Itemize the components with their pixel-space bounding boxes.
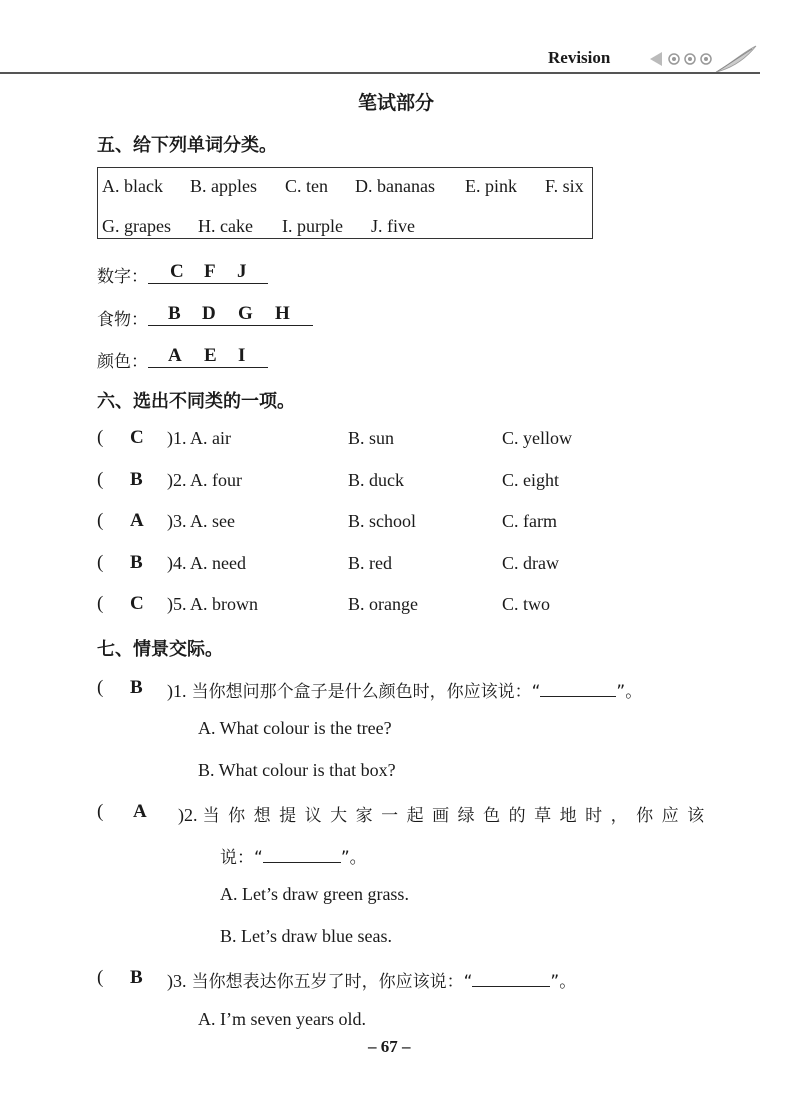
option-b: B. sun [348, 428, 395, 448]
category-label-colors: 颜色： [97, 352, 148, 372]
open-paren: ( [97, 510, 104, 531]
option-a: )2. A. four [167, 470, 242, 490]
prompt-text-cont: 说：“ [220, 848, 263, 868]
option-c: C. eight [502, 470, 559, 490]
option-a: )4. A. need [167, 553, 246, 573]
open-paren: ( [97, 967, 104, 988]
answer-letter: A [133, 801, 147, 822]
category-label-numbers: 数字： [97, 267, 148, 287]
word-item: C. ten [285, 176, 328, 196]
word-item: H. cake [198, 216, 253, 236]
answer-blank [472, 968, 550, 987]
answer-letter: C [130, 427, 144, 448]
category-answer: G [238, 303, 253, 324]
option-b: B. Let’s draw blue seas. [220, 926, 392, 946]
open-paren: ( [97, 593, 104, 614]
prompt-end: ”。 [616, 682, 643, 702]
item-number: )2. [178, 805, 198, 825]
option-a: )5. A. brown [167, 594, 258, 614]
option-a: A. Let’s draw green grass. [220, 884, 409, 904]
q6-heading: 六、选出不同类的一项。 [97, 391, 295, 412]
q7-item-2-prompt-cont [220, 843, 367, 868]
option-a: )1. A. air [167, 428, 231, 448]
answer-blank [263, 844, 341, 863]
answer-letter: B [130, 967, 143, 988]
q5-heading: 五、给下列单词分类。 [97, 135, 277, 156]
word-item: J. five [371, 216, 415, 236]
category-answer: J [237, 261, 247, 282]
category-answer: A [168, 345, 182, 366]
option-c: C. draw [502, 553, 559, 573]
word-bank-box [97, 167, 593, 239]
section-title: 笔试部分 [358, 92, 435, 114]
word-item: E. pink [465, 176, 517, 196]
item-number: )3. [167, 971, 187, 991]
q7-heading: 七、情景交际。 [97, 639, 223, 660]
category-answer: D [202, 303, 216, 324]
feather-decoration-icon [648, 44, 758, 74]
prompt-end: ”。 [550, 972, 577, 992]
open-paren: ( [97, 427, 104, 448]
word-item: D. bananas [355, 176, 435, 196]
open-paren: ( [97, 677, 104, 698]
prompt-text: 当你想表达你五岁了时，你应该说：“ [191, 972, 473, 992]
open-paren: ( [97, 552, 104, 573]
option-a: A. What colour is the tree? [198, 718, 392, 738]
word-item: A. black [102, 176, 163, 196]
option-c: C. two [502, 594, 551, 614]
word-item: G. grapes [102, 216, 171, 236]
option-a: )3. A. see [167, 511, 235, 531]
q7-item-2-prompt [178, 801, 713, 826]
option-b: B. school [348, 511, 417, 531]
option-b: B. orange [348, 594, 418, 614]
word-item: I. purple [282, 216, 343, 236]
option-b: B. What colour is that box? [198, 760, 396, 780]
category-answer: F [204, 261, 216, 282]
answer-letter: B [130, 677, 143, 698]
page-number: – 67 – [368, 1037, 411, 1056]
word-item: F. six [545, 176, 584, 196]
prompt-text: 当你想问那个盒子是什么颜色时，你应该说：“ [191, 682, 541, 702]
open-paren: ( [97, 469, 104, 490]
answer-line [148, 325, 313, 326]
prompt-text: 当你想提议大家一起画绿色的草地时，你应该 [202, 806, 713, 826]
option-b: B. red [348, 553, 392, 573]
q7-item-1-prompt [167, 677, 642, 702]
answer-letter: B [130, 469, 143, 490]
header-divider [0, 72, 760, 74]
answer-letter: B [130, 552, 143, 573]
option-b: B. duck [348, 470, 404, 490]
category-answer: H [275, 303, 290, 324]
option-a: A. I’m seven years old. [198, 1009, 366, 1029]
category-answer: E [204, 345, 217, 366]
open-paren: ( [97, 801, 104, 822]
answer-line [148, 367, 268, 368]
answer-line [148, 283, 268, 284]
prompt-end: ”。 [340, 848, 367, 868]
answer-letter: A [130, 510, 144, 531]
option-c: C. yellow [502, 428, 572, 448]
q7-item-3-prompt [167, 967, 576, 992]
running-header-title: Revision [548, 48, 611, 67]
category-answer: I [238, 345, 246, 366]
option-c: C. farm [502, 511, 557, 531]
word-item: B. apples [190, 176, 257, 196]
answer-letter: C [130, 593, 144, 614]
item-number: )1. [167, 681, 187, 701]
category-label-food: 食物： [97, 310, 148, 330]
answer-blank [540, 678, 616, 697]
category-answer: B [168, 303, 181, 324]
category-answer: C [170, 261, 184, 282]
